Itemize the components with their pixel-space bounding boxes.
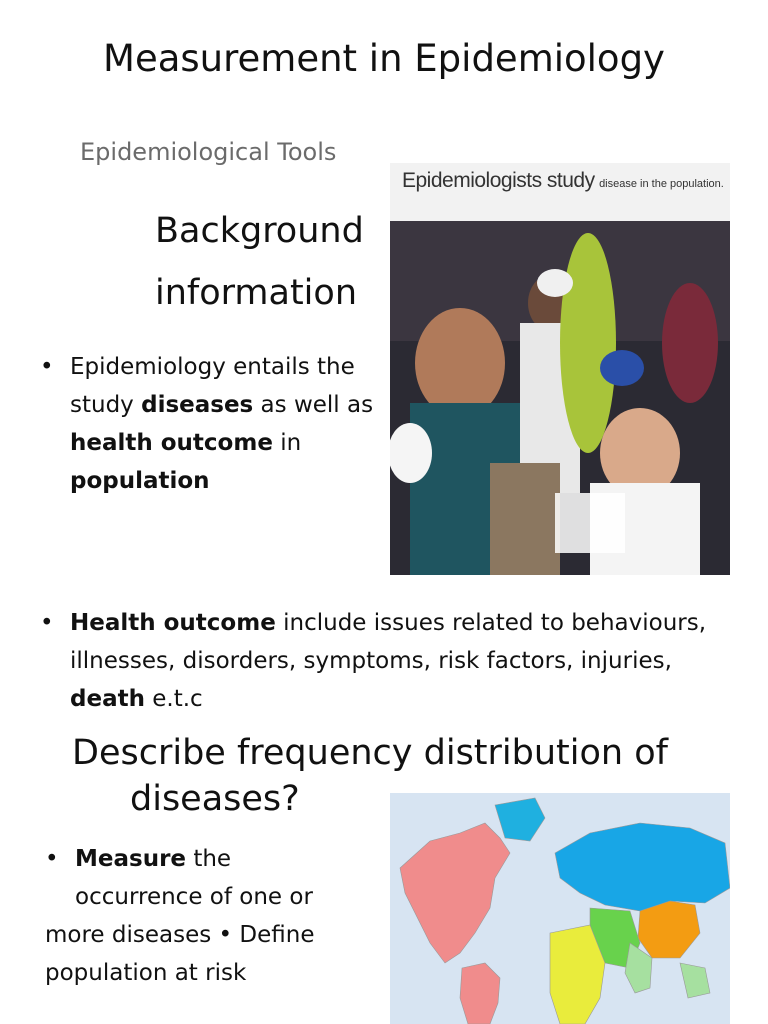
bullet-dot: • xyxy=(45,846,59,872)
slide-title: Measurement in Epidemiology xyxy=(103,37,665,80)
question-line1: Describe frequency distribution of xyxy=(72,733,668,773)
bold-death: death xyxy=(70,686,145,712)
bullet-health-outcome xyxy=(40,604,740,718)
bold-health-outcome: health outcome xyxy=(70,430,273,456)
world-map-graphic xyxy=(390,793,730,1024)
text-part: as well as xyxy=(253,392,374,418)
background-heading xyxy=(155,200,385,324)
bullet-measure xyxy=(45,840,385,992)
text-part: Epidemiology entails the study xyxy=(70,354,355,418)
banner-main-text: Epidemiologists study xyxy=(402,169,595,192)
bullet-line3: more diseases • Define xyxy=(45,922,315,948)
crowd-photo-graphic xyxy=(390,163,730,575)
world-disease-map xyxy=(390,793,730,1024)
bullet-first-line xyxy=(45,840,385,878)
text-part: the xyxy=(186,846,232,872)
text-part: e.t.c xyxy=(144,686,203,712)
background-heading-line2: information xyxy=(155,273,358,313)
text-part: in xyxy=(272,430,302,456)
bullet-text xyxy=(70,604,740,718)
background-heading-line1: Background xyxy=(155,211,364,251)
bullet-line2: occurrence of one or xyxy=(75,884,313,910)
bullet-dot: • xyxy=(40,610,54,636)
bullet-text xyxy=(70,348,385,500)
bold-population: population xyxy=(70,468,210,494)
bullet-text xyxy=(75,840,231,878)
banner-small-text: disease in the population. xyxy=(599,178,724,190)
bold-measure: Measure xyxy=(75,846,187,872)
text-part: include issues related to behaviours, illnesses, disorders, symptoms, risk factors, injuries, xyxy=(70,610,707,674)
slide-subtitle: Epidemiological Tools xyxy=(80,138,337,166)
bullet-epidemiology xyxy=(40,348,385,500)
epidemiologists-photo xyxy=(390,163,730,575)
question-line2: diseases? xyxy=(130,779,300,819)
bold-health-outcome: Health outcome xyxy=(70,610,276,636)
photo-banner xyxy=(390,163,730,221)
bullet-dot: • xyxy=(40,354,54,380)
bullet-line4: population at risk xyxy=(45,960,247,986)
bold-diseases: diseases xyxy=(141,392,254,418)
